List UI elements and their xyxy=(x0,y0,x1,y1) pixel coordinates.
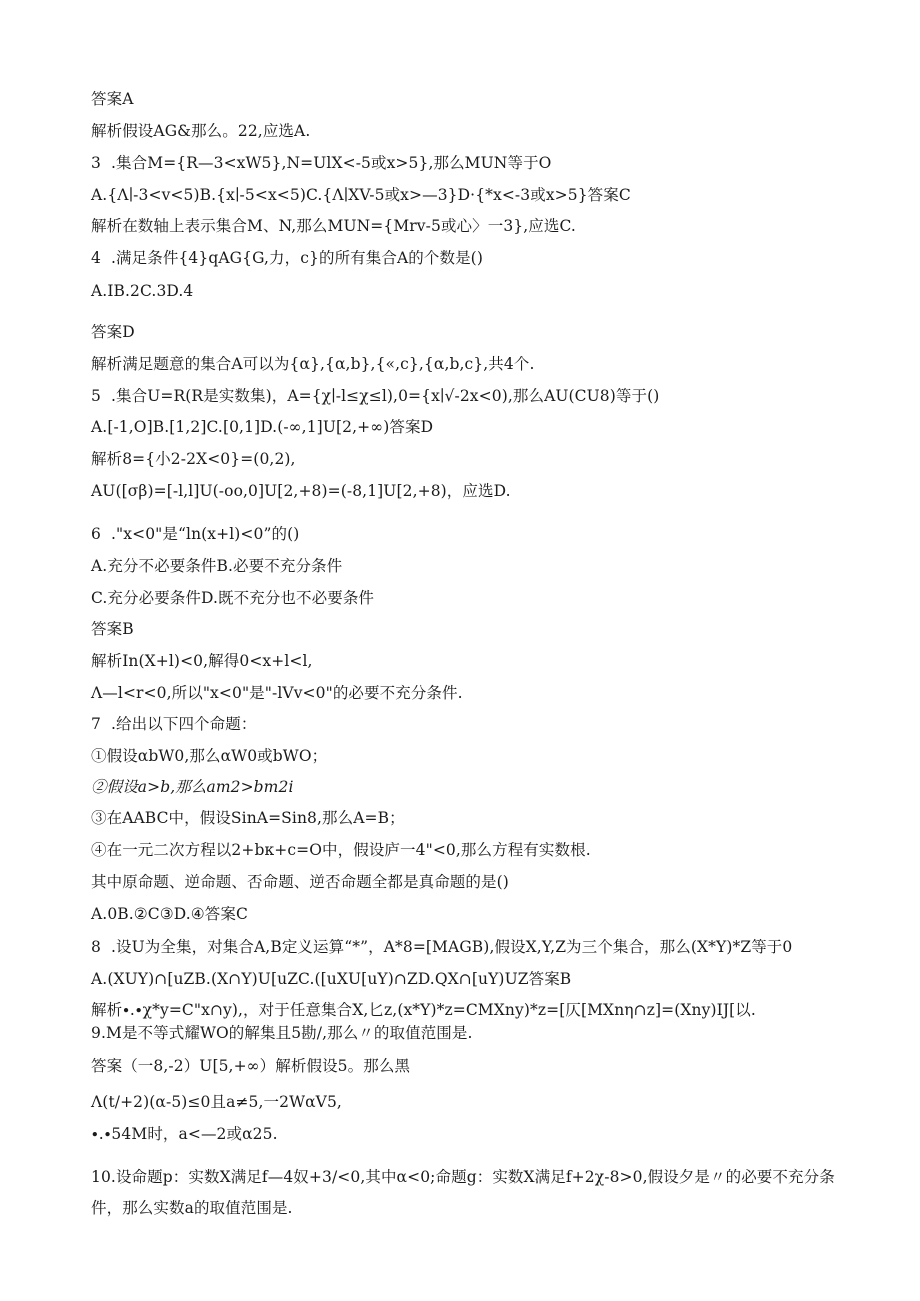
question-8: 8 .设U为全集，对集合A,B定义运算“*”，A*8=[MAGB),假设X,Y,Z为三个集合，那么(X*Y)*Z等于0 xyxy=(91,938,793,956)
question-4-answer: 答案D xyxy=(91,323,135,341)
question-4: 4 .满足条件{4}qAG{G,力，c}的所有集合A的个数是() xyxy=(91,249,483,267)
question-3: 3 .集合M={R—3<xW5},N=UlX<-5或x>5},那么MUN等于O xyxy=(91,154,552,172)
question-10-line-1: 10.设命题p：实数X满足f—4奴+3/<0,其中α<0;命题g：实数X满足f+2χ-8>0,假设夕是〃的必要不充分条 xyxy=(91,1168,835,1186)
answer-line-1: 答案A xyxy=(91,90,134,108)
question-5-analysis-1: 解析8={小2-2X<0}=(0,2), xyxy=(91,450,296,468)
question-6-options-cd: C.充分必要条件D.既不充分也不必要条件 xyxy=(91,589,375,607)
question-6-options-ab: A.充分不必要条件B.必要不充分条件 xyxy=(91,557,343,575)
question-9-answer: 答案（一8,-2）U[5,+∞）解析假设5。那么黑 xyxy=(91,1057,411,1075)
proposition-2: ②假设a>b,那么am2>bm2i xyxy=(91,778,294,796)
analysis-line-1: 解析假设AG&那么。22,应选A. xyxy=(91,122,311,140)
question-6-analysis-2: Λ—l<r<0,所以"x<0"是"-lVv<0"的必要不充分条件. xyxy=(91,684,463,702)
question-5-options: A.[-1,O]B.[1,2]C.[0,1]D.(-∞,1]U[2,+∞)答案D xyxy=(91,418,434,436)
question-4-options: A.IB.2C.3D.4 xyxy=(91,282,194,300)
question-8-analysis: 解析∙.∙χ*y=C"x∩y),，对于任意集合X,匕z,(x*Y)*z=CMXny)*z=[仄[MXnη∩z]=(Xny)IJ[以. xyxy=(91,1001,756,1019)
question-9-analysis-2: ∙.∙54M时，a<—2或α25. xyxy=(91,1125,278,1143)
question-7-prompt: 其中原命题、逆命题、否命题、逆否命题全都是真命题的是() xyxy=(91,873,509,891)
question-6-analysis-1: 解析In(X+l)<0,解得0<x+l<l, xyxy=(91,652,313,670)
question-3-options: A.{Λ∣-3<v<5)B.{x∣-5<x<5)C.{Λ∣XV-5或x>—3}D·{*x<-3或x>5}答案C xyxy=(91,186,631,204)
question-3-analysis: 解析在数轴上表示集合M、N,那么MUN={Mrv-5或心〉一3},应选C. xyxy=(91,217,576,235)
proposition-1: ①假设αbW0,那么αW0或bWO； xyxy=(91,747,328,765)
question-9-analysis-1: Λ(t/+2)(α-5)≤0且a≠5,一2WαV5, xyxy=(91,1093,342,1111)
question-6-answer: 答案B xyxy=(91,620,134,638)
proposition-3: ③在AABC中，假设SinA=Sin8,那么A=B； xyxy=(91,809,405,827)
question-10-line-2: 件，那么实数a的取值范围是. xyxy=(91,1199,293,1217)
question-5: 5 .集合U=R(R是实数集)，A={χ∣-l≤χ≤l),0={x∣√-2x<0),那么AU(CU8)等于() xyxy=(91,387,660,405)
question-7-options: A.0B.②C③D.④答案C xyxy=(91,905,248,923)
proposition-4: ④在一元二次方程以2+bκ+c=O中，假设庐一4"<0,那么方程有实数根. xyxy=(91,841,591,859)
question-6: 6 ."x<0"是“ln(x+l)<0”的() xyxy=(91,525,300,543)
question-8-options: A.(XUY)∩[uZB.(X∩Y)U[uZC.([uXU[uY)∩ZD.QX∩[uY)UZ答案B xyxy=(91,970,572,988)
question-4-analysis: 解析满足题意的集合A可以为{α},{α,b},{«,c},{α,b,c},共4个. xyxy=(91,355,535,373)
question-9: 9.M是不等式耀WO的解集且5勘/,那么〃的取值范围是. xyxy=(91,1024,473,1042)
question-7: 7 .给出以下四个命题： xyxy=(91,715,257,733)
question-5-analysis-2: AU([σβ)=[-l,l]U(-oo,0]U[2,+8)=(-8,1]U[2,+8)，应选D. xyxy=(91,482,511,500)
